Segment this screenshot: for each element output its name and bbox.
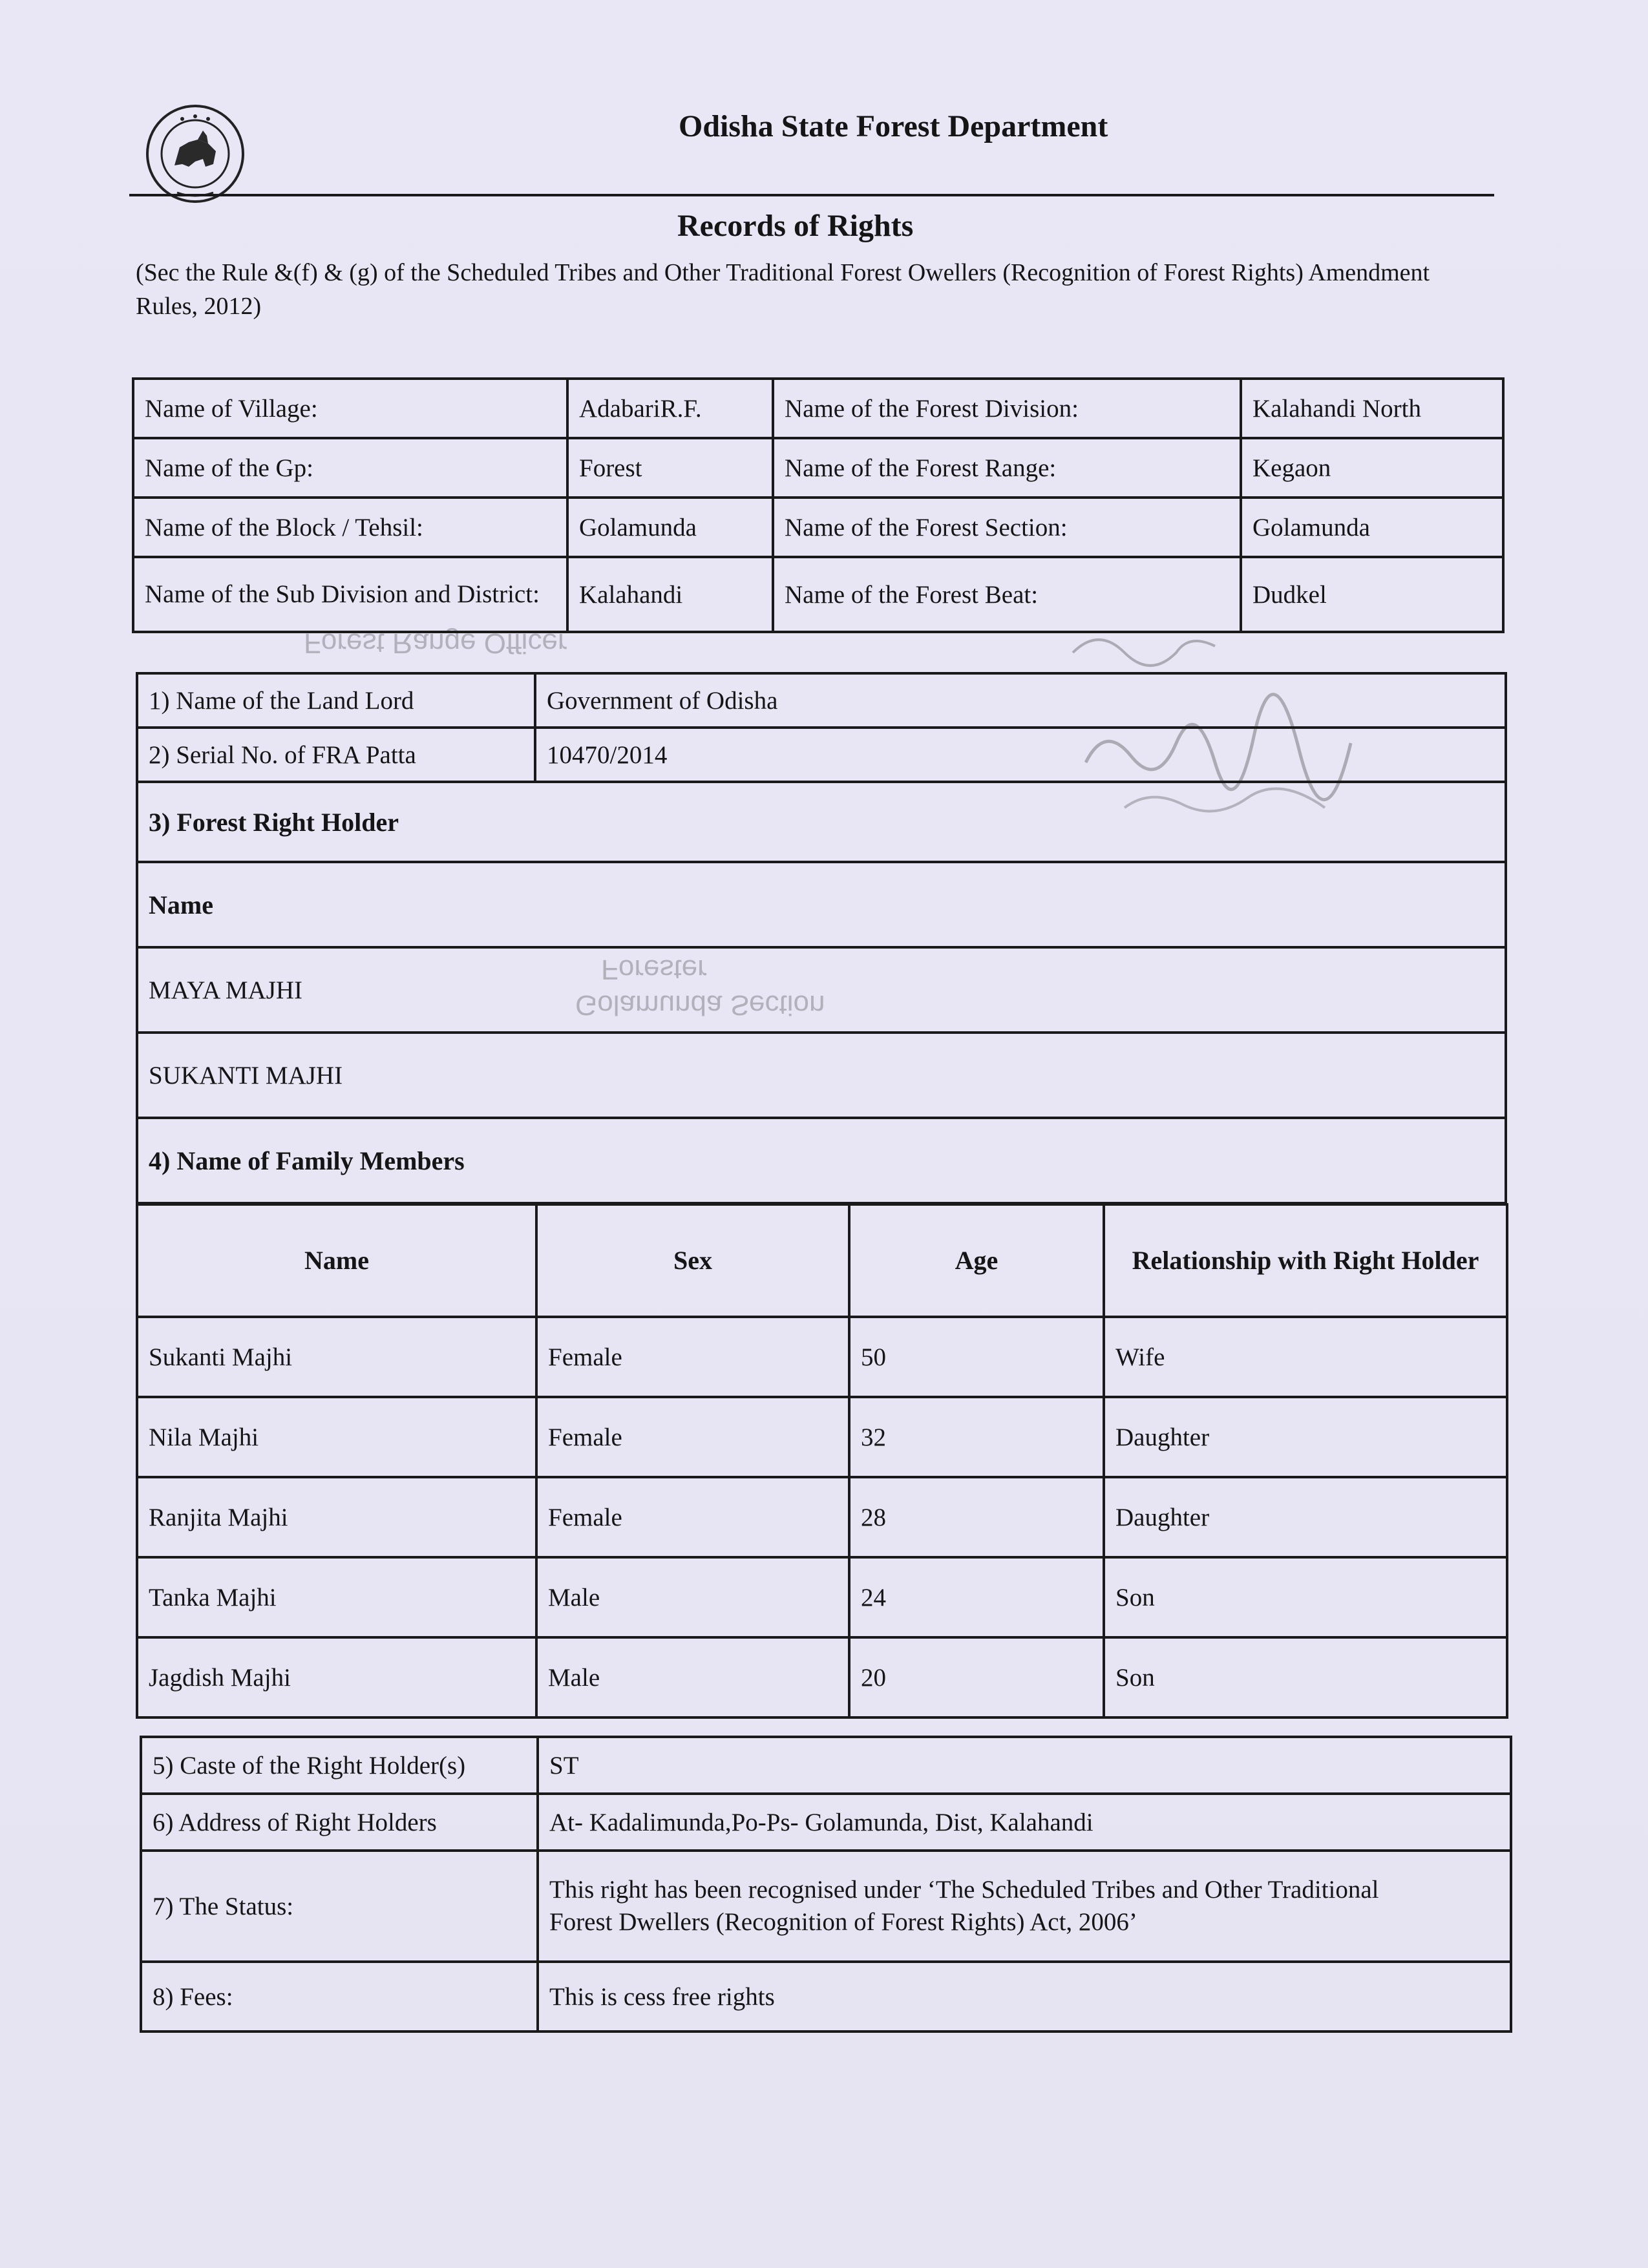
block-value: Golamunda (567, 498, 773, 557)
section-label: Name of the Forest Section: (773, 498, 1241, 557)
column-header-relationship: Relationship with Right Holder (1104, 1204, 1507, 1317)
table-row (133, 498, 1503, 557)
family-members-table (136, 1203, 1508, 1719)
member-relation: Daughter (1104, 1477, 1507, 1557)
address-label: 6) Address of Right Holders (141, 1794, 538, 1851)
village-label: Name of Village: (133, 379, 567, 438)
table-row (137, 1637, 1507, 1717)
member-relation: Son (1104, 1637, 1507, 1717)
member-relation: Son (1104, 1557, 1507, 1637)
subdivision-value: Kalahandi (567, 557, 773, 632)
member-age: 28 (849, 1477, 1104, 1557)
table-row (133, 557, 1503, 632)
fees-value: This is cess free rights (538, 1962, 1511, 2032)
division-value: Kalahandi North (1241, 379, 1503, 438)
rule-reference: (Sec the Rule &(f) & (g) of the Scheduled Tribes and Other Traditional Forest Owellers (Recognition of Forest Rights) Amendment Rules, 2012) (136, 259, 1430, 320)
family-heading: 4) Name of Family Members (137, 1118, 1506, 1203)
member-age: 20 (849, 1637, 1104, 1717)
landlord-value: Government of Odisha (535, 673, 1506, 728)
column-header-name: Name (137, 1204, 536, 1317)
table-row (137, 1477, 1507, 1557)
table-header-row (137, 1204, 1507, 1317)
holder-heading: 3) Forest Right Holder (137, 782, 1506, 862)
status-details-table (140, 1736, 1512, 2033)
admin-details-table (132, 377, 1505, 633)
range-officer-stamp: Forest Range Officer (304, 627, 567, 659)
table-row (141, 1851, 1511, 1962)
member-relation: Wife (1104, 1317, 1507, 1397)
caste-value: ST (538, 1737, 1511, 1794)
table-row (141, 1794, 1511, 1851)
status-value (538, 1851, 1511, 1962)
member-age: 32 (849, 1397, 1104, 1477)
member-name: Ranjita Majhi (137, 1477, 536, 1557)
holder-name: SUKANTI MAJHI (137, 1033, 1506, 1118)
table-row (137, 862, 1506, 947)
member-sex: Female (536, 1317, 849, 1397)
member-age: 50 (849, 1317, 1104, 1397)
table-row (141, 1962, 1511, 2032)
gp-label: Name of the Gp: (133, 438, 567, 498)
header-divider (129, 194, 1494, 196)
member-sex: Male (536, 1637, 849, 1717)
landlord-label: 1) Name of the Land Lord (137, 673, 535, 728)
name-heading: Name (137, 862, 1506, 947)
village-value: AdabariR.F. (567, 379, 773, 438)
table-row (137, 1557, 1507, 1637)
member-name: Nila Majhi (137, 1397, 536, 1477)
fees-label: 8) Fees: (141, 1962, 538, 2032)
table-row (137, 673, 1506, 728)
beat-value: Dudkel (1241, 557, 1503, 632)
subdivision-label: Name of the Sub Division and District: (133, 557, 567, 632)
table-row (133, 438, 1503, 498)
member-name: Sukanti Majhi (137, 1317, 536, 1397)
address-value: At- Kadalimunda,Po-Ps- Golamunda, Dist, Kalahandi (538, 1794, 1511, 1851)
column-header-age: Age (849, 1204, 1104, 1317)
status-line-1: This right has been recognised under ‘The Scheduled Tribes and Other Traditional (549, 1876, 1379, 1904)
table-row (141, 1737, 1511, 1794)
member-sex: Female (536, 1477, 849, 1557)
right-holder-table (136, 672, 1507, 1204)
division-label: Name of the Forest Division: (773, 379, 1241, 438)
table-row (133, 379, 1503, 438)
table-row (137, 728, 1506, 782)
caste-label: 5) Caste of the Right Holder(s) (141, 1737, 538, 1794)
member-relation: Daughter (1104, 1397, 1507, 1477)
block-label: Name of the Block / Tehsil: (133, 498, 567, 557)
document-title: Records of Rights (677, 209, 914, 243)
range-label: Name of the Forest Range: (773, 438, 1241, 498)
table-row (137, 947, 1506, 1033)
patta-value: 10470/2014 (535, 728, 1506, 782)
section-value: Golamunda (1241, 498, 1503, 557)
table-row (137, 1317, 1507, 1397)
beat-label: Name of the Forest Beat: (773, 557, 1241, 632)
table-row (137, 1033, 1506, 1118)
table-row (137, 1397, 1507, 1477)
member-sex: Male (536, 1557, 849, 1637)
member-name: Tanka Majhi (137, 1557, 536, 1637)
status-label: 7) The Status: (141, 1851, 538, 1962)
forester-stamp: Forester (601, 954, 707, 985)
department-name: Odisha State Forest Department (679, 109, 1108, 143)
member-sex: Female (536, 1397, 849, 1477)
gp-value: Forest (567, 438, 773, 498)
member-age: 24 (849, 1557, 1104, 1637)
table-row (137, 1118, 1506, 1203)
patta-label: 2) Serial No. of FRA Patta (137, 728, 535, 782)
status-line-2: Forest Dwellers (Recognition of Forest Rights) Act, 2006’ (549, 1908, 1137, 1936)
column-header-sex: Sex (536, 1204, 849, 1317)
odisha-emblem-icon (143, 102, 247, 205)
holder-name: MAYA MAJHI (137, 947, 1506, 1033)
table-row (137, 782, 1506, 862)
range-value: Kegaon (1241, 438, 1503, 498)
section-stamp: Golamunda Section (575, 989, 825, 1021)
member-name: Jagdish Majhi (137, 1637, 536, 1717)
